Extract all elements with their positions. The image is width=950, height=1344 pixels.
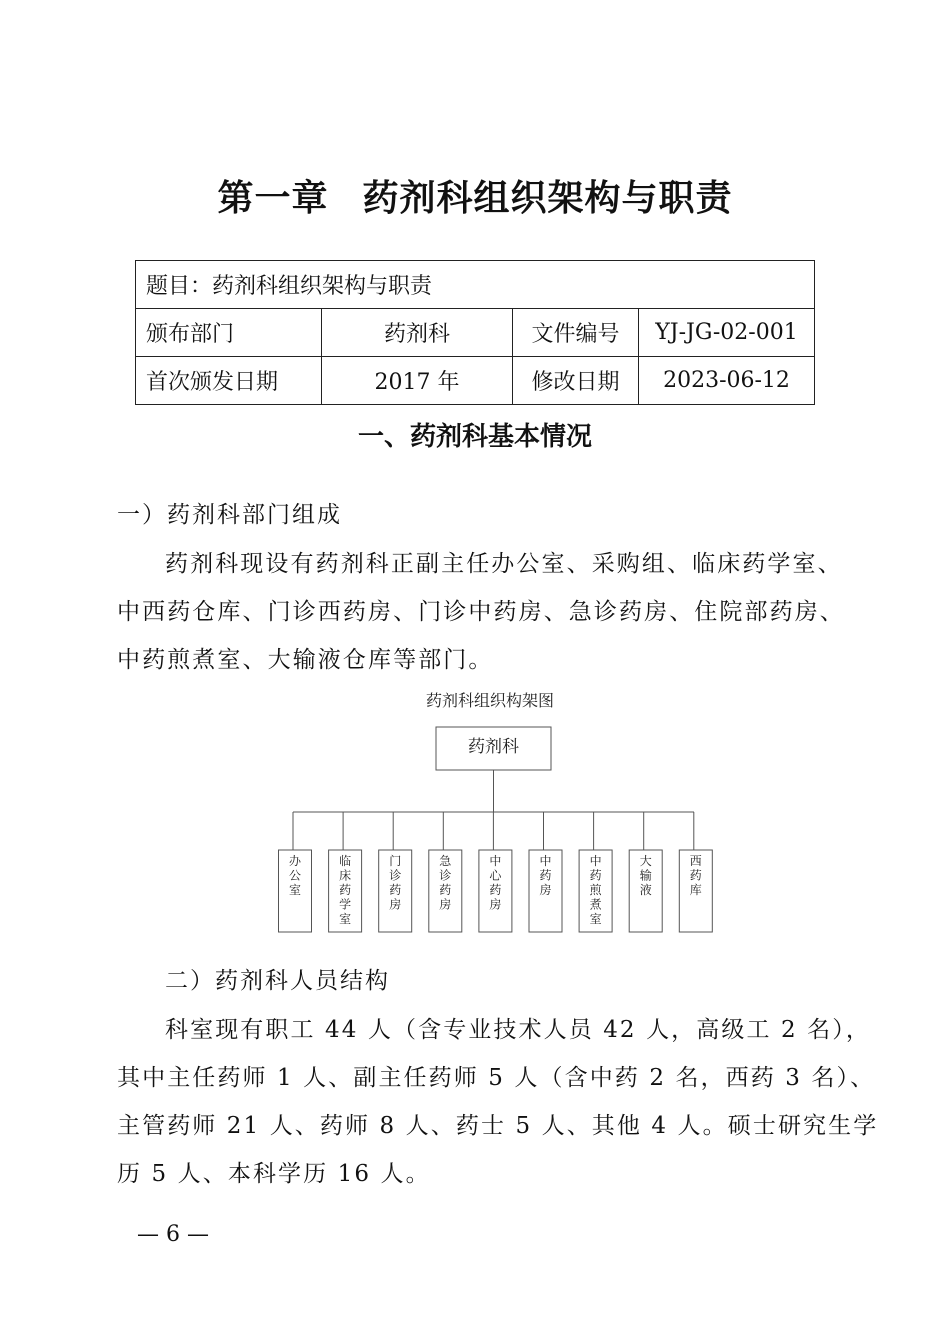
- paragraph-line: 历 5 人、本科学历 16 人。: [117, 1161, 431, 1187]
- issuing-dept-value: 药剂科: [322, 309, 513, 357]
- org-child-label: 中心药房: [489, 854, 502, 912]
- document-info-table: [135, 260, 815, 405]
- org-root-label: 药剂科: [468, 737, 519, 757]
- paragraph-line: 科室现有职工 44 人（含专业技术人员 42 人，高级工 2 名），: [165, 1017, 871, 1043]
- issuing-dept-label: 颁布部门: [136, 309, 322, 357]
- paragraph-line: 中西药仓库、门诊西药房、门诊中药房、急诊药房、住院部药房、: [117, 599, 845, 625]
- org-chart: [260, 682, 720, 942]
- revision-date-label: 修改日期: [513, 357, 639, 405]
- subsection-heading-dept: 一）药剂科部门组成: [117, 502, 342, 528]
- org-child-label: 急诊药房: [439, 854, 452, 912]
- paragraph-line: 中药煎煮室、大输液仓库等部门。: [117, 647, 494, 673]
- chapter-number: 第一章: [217, 178, 329, 219]
- chapter-name: 药剂科组织架构与职责: [362, 178, 733, 219]
- org-child-label: 临床药学室: [339, 854, 352, 926]
- paragraph-line: 其中主任药师 1 人、副主任药师 5 人（含中药 2 名，西药 3 名）、: [117, 1065, 876, 1091]
- chapter-title: [0, 170, 950, 221]
- paragraph-line: 主管药师 21 人、药师 8 人、药士 5 人、其他 4 人。硕士研究生学: [117, 1113, 879, 1139]
- revision-date-value: 2023-06-12: [639, 357, 815, 405]
- subject-cell: 题目：药剂科组织架构与职责: [136, 261, 815, 309]
- doc-number-label: 文件编号: [513, 309, 639, 357]
- paragraph-line: 药剂科现设有药剂科正副主任办公室、采购组、临床药学室、: [165, 551, 843, 577]
- org-child-label: 门诊药房: [389, 854, 402, 912]
- org-child-label: 西药库: [689, 854, 702, 897]
- first-issue-date-label: 首次颁发日期: [136, 357, 322, 405]
- org-child-label: 中药房: [539, 854, 552, 897]
- subsection-heading-staff: 二）药剂科人员结构: [165, 968, 390, 994]
- doc-number-value: YJ-JG-02-001: [639, 309, 815, 357]
- org-child-label: 办公室: [288, 854, 302, 897]
- org-child-label: 中药煎煮室: [589, 854, 602, 926]
- org-child-label: 大输液: [639, 854, 652, 897]
- org-children: [279, 812, 713, 932]
- page-number: — 6 —: [137, 1222, 209, 1247]
- first-issue-date-value: 2017 年: [322, 357, 513, 405]
- section-title: 一、药剂科基本情况: [357, 422, 592, 452]
- org-chart-title: 药剂科组织构架图: [425, 691, 555, 710]
